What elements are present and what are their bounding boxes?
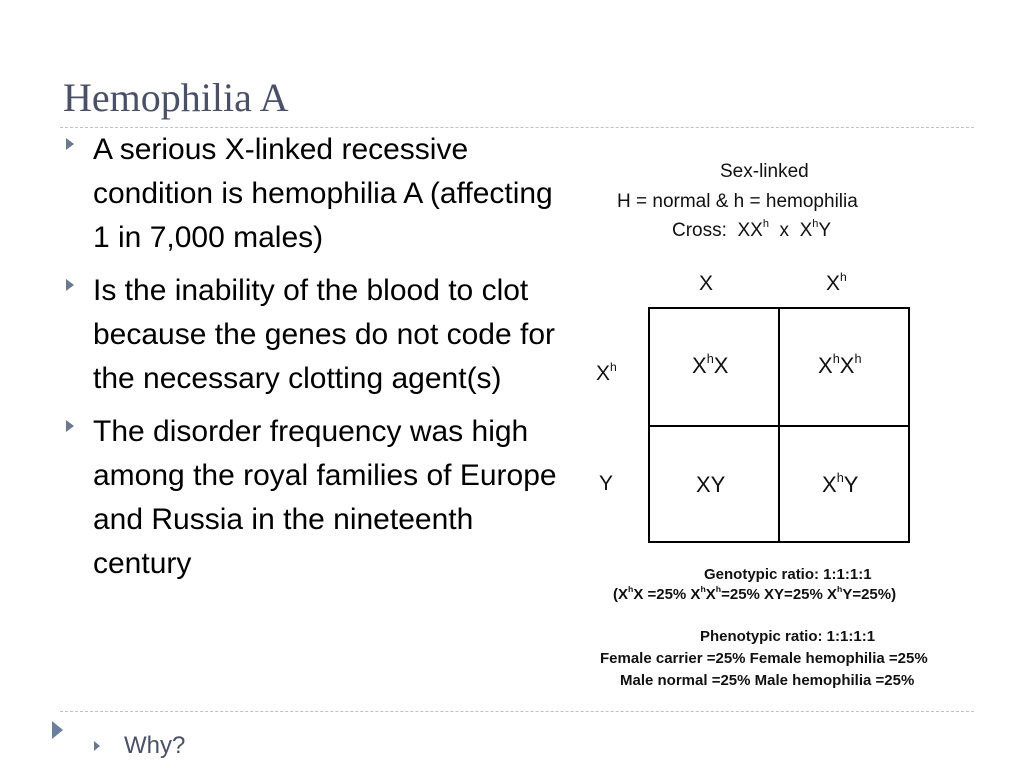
bullet-arrow-icon bbox=[66, 138, 74, 150]
punnett-cell: XY bbox=[696, 472, 726, 497]
bullet-text: Is the inability of the blood to clot because the genes do not code for the necessary clotting agent(s) bbox=[93, 274, 556, 395]
column-header-xh: $X^h$ bbox=[826, 270, 847, 295]
bullet-arrow-icon bbox=[66, 420, 74, 432]
phenotypic-ratio-female: Female carrier =25% Female hemophilia =25% bbox=[600, 650, 928, 667]
footer-divider bbox=[60, 711, 974, 712]
sub-bullet-text: Why? bbox=[124, 732, 186, 759]
punnett-cell: $X^hX$ bbox=[692, 351, 729, 378]
row-header-xh: $X^h$ bbox=[596, 360, 617, 385]
row-header-y: Y bbox=[599, 472, 614, 495]
bullet-item bbox=[60, 128, 560, 260]
bullet-item bbox=[60, 269, 560, 401]
slide-title: Hemophilia A bbox=[63, 75, 289, 120]
column-header-x: X bbox=[699, 272, 714, 295]
punnett-cell: $X^hY$ bbox=[822, 470, 859, 497]
phenotypic-ratio-male: Male normal =25% Male hemophilia =25% bbox=[620, 672, 915, 689]
bullet-item bbox=[60, 410, 560, 586]
bullet-list bbox=[60, 128, 560, 595]
punnett-cell: $X^hX^h$ bbox=[818, 351, 862, 378]
genotypic-ratio-detail: ($X^hX =25\%$ $X^hX^h=25\%$ XY=25% $X^hY=25\%$) bbox=[613, 584, 897, 603]
cross-label: Cross: $XX^h$ x $X^hY$ bbox=[672, 218, 832, 241]
allele-key: H = normal & h = hemophilia bbox=[617, 191, 858, 212]
sub-bullet bbox=[94, 729, 185, 763]
sub-bullet-arrow-icon bbox=[94, 741, 100, 751]
diagram-caption: Sex-linked bbox=[720, 161, 809, 182]
slide-marker-icon bbox=[52, 721, 63, 739]
genotypic-ratio-title: Genotypic ratio: 1:1:1:1 bbox=[704, 566, 872, 583]
grid-divider-horizontal bbox=[650, 425, 908, 427]
bullet-text: The disorder frequency was high among the royal families of Europe and Russia in the nineteenth century bbox=[93, 415, 557, 580]
bullet-arrow-icon bbox=[66, 279, 74, 291]
bullet-text: A serious X-linked recessive condition is hemophilia A (affecting 1 in 7,000 males) bbox=[93, 133, 553, 254]
phenotypic-ratio-title: Phenotypic ratio: 1:1:1:1 bbox=[700, 628, 876, 645]
punnett-square bbox=[648, 307, 910, 543]
